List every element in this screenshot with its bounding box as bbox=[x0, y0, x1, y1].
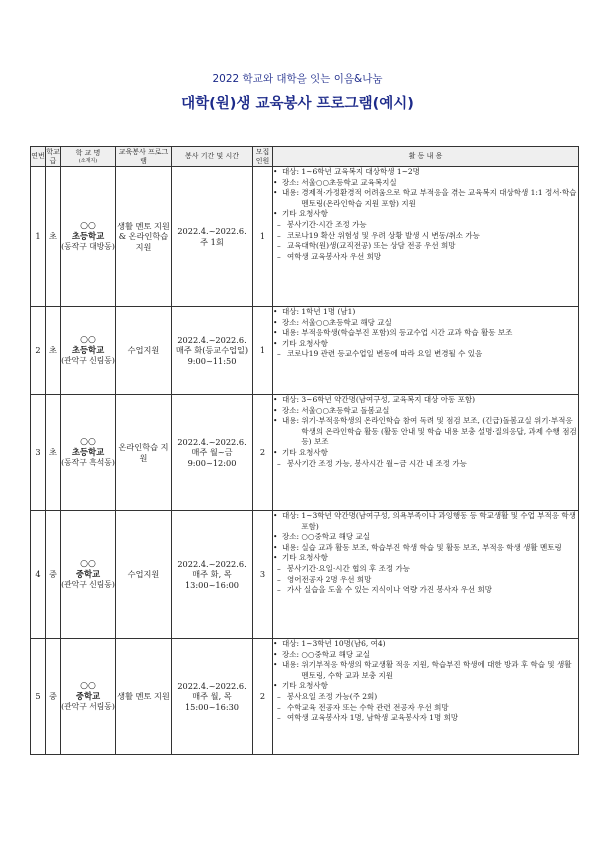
program-cell: 생활 멘토 지원 & 온라인학습 지원 bbox=[116, 167, 172, 307]
activity-body bbox=[282, 167, 578, 178]
period-cell bbox=[172, 511, 253, 639]
activity-text: 여학생 교육봉사자 우선 희망 bbox=[287, 251, 382, 261]
activity-bullet bbox=[273, 328, 578, 339]
activity-body bbox=[282, 307, 578, 318]
bullet-mark: • bbox=[273, 511, 278, 520]
row-number: 4 bbox=[31, 511, 46, 639]
bullet-mark: • bbox=[273, 649, 278, 659]
activity-label: 내용: bbox=[282, 660, 302, 670]
recruit-count: 2 bbox=[253, 395, 273, 511]
school-loc: (관악구 신림동) bbox=[61, 579, 115, 589]
activity-text: 봉사기간 조정 가능, 봉사시간 월~금 시간 내 조정 가능 bbox=[287, 458, 467, 468]
activity-bullet bbox=[273, 639, 578, 650]
activity-text: 교육대학(원)생(교직전공) 또는 상담 전공 우선 희망 bbox=[287, 241, 456, 251]
bullet-mark: • bbox=[273, 542, 278, 552]
activity-subitem bbox=[273, 564, 578, 575]
activity-subitem bbox=[273, 459, 578, 470]
activity-body bbox=[282, 532, 578, 543]
table-header-row bbox=[31, 147, 579, 167]
activity-label: 대상: bbox=[282, 639, 302, 648]
period-cell bbox=[172, 307, 253, 395]
bullet-mark: • bbox=[273, 395, 278, 404]
bullet-mark: • bbox=[273, 416, 278, 426]
activity-text: 코로나19 관련 등교수업일 변동에 따라 요일 변경될 수 있음 bbox=[287, 349, 483, 359]
activity-bullet bbox=[273, 188, 578, 209]
dash-mark: – bbox=[277, 691, 281, 701]
dash-mark: – bbox=[277, 349, 281, 359]
period-dates: 2022.4.~2022.6. bbox=[177, 226, 247, 236]
period-time: 매주 월~금 9:00~12:00 bbox=[187, 447, 237, 468]
activity-label: 장소: bbox=[282, 649, 302, 659]
activity-text: 1~3학년 10명(남6, 여4) bbox=[301, 639, 386, 648]
school-mark: ○○ bbox=[80, 680, 96, 691]
activity-body bbox=[282, 328, 578, 339]
activity-bullet bbox=[273, 448, 578, 459]
period-cell bbox=[172, 167, 253, 307]
activity-bullet bbox=[273, 318, 578, 329]
activity-bullet bbox=[273, 209, 578, 220]
school-cell bbox=[61, 395, 116, 511]
dash-mark: – bbox=[277, 251, 281, 261]
header-school bbox=[61, 147, 116, 167]
activity-text: 기타 요청사항 bbox=[282, 338, 328, 348]
activity-label: 대상: bbox=[282, 167, 302, 176]
bullet-mark: • bbox=[273, 553, 278, 563]
recruit-count: 1 bbox=[253, 307, 273, 395]
activity-subitem bbox=[273, 220, 578, 231]
activity-text: ○○중학교 해당 교실 bbox=[301, 532, 370, 542]
activity-label: 대상: bbox=[282, 395, 302, 404]
activity-body bbox=[282, 318, 578, 329]
school-cell bbox=[61, 307, 116, 395]
program-cell: 수업지원 bbox=[116, 307, 172, 395]
activity-text: 서울○○초등학교 해당 교실 bbox=[301, 317, 392, 327]
school-loc: (관악구 서림동) bbox=[61, 701, 115, 711]
school-loc: (동작구 흑석동) bbox=[61, 457, 115, 467]
table-row bbox=[31, 307, 579, 395]
activity-bullet bbox=[273, 650, 578, 661]
activity-text: 1학년 1명 (남1) bbox=[301, 307, 356, 316]
school-level: 초 bbox=[46, 307, 61, 395]
activity-text: 서울○○초등학교 돌봄교실 bbox=[301, 405, 390, 415]
bullet-mark: • bbox=[273, 328, 278, 338]
program-table bbox=[30, 146, 579, 755]
activity-text: 위기·부적응학생의 온라인학습 참여 독려 및 점검 보조, (긴급)돌봄교실 위기·부적응학생의 온라인학습 활동 (활동 안내 및 학습 내용 보충 설명·질의응답, 과제 수행 점검 등) 보조 bbox=[301, 416, 577, 447]
activity-text: 1~3학년 약간명(남여구성, 의욕부족이나 과잉행동 등 학교생활 및 수업 부적응 학생 포함) bbox=[301, 511, 576, 531]
recruit-count: 3 bbox=[253, 511, 273, 639]
recruit-count: 2 bbox=[253, 639, 273, 755]
activity-body bbox=[282, 416, 578, 448]
activity-body bbox=[282, 406, 578, 417]
row-number: 2 bbox=[31, 307, 46, 395]
activity-text: 부적응학생(학습부진 포함)의 등교수업 시간 교과 학습 활동 보조 bbox=[301, 328, 513, 338]
school-level: 초 bbox=[46, 395, 61, 511]
activity-text: 수학교육 전공자 또는 수학 관련 전공자 우선 희망 bbox=[287, 702, 449, 712]
activity-text: 서울○○초등학교 교육복지실 bbox=[301, 177, 397, 187]
activity-text: 봉사요일 조정 가능(주 2회) bbox=[287, 691, 378, 701]
activity-text: 1~6학년 교육복지 대상학생 1~2명 bbox=[301, 167, 420, 176]
table-body bbox=[31, 167, 579, 755]
period-time: 매주 화(등교수업일) 9:00~11:50 bbox=[175, 345, 249, 366]
activity-bullet bbox=[273, 395, 578, 406]
activity-text: 여학생 교육봉사자 1명, 남학생 교육봉사자 1명 희망 bbox=[287, 713, 459, 723]
period-dates: 2022.4.~2022.6. bbox=[177, 680, 247, 691]
activity-body bbox=[282, 543, 578, 554]
table-row bbox=[31, 167, 579, 307]
document-subtitle: 2022 학교와 대학을 잇는 이음&나눔 bbox=[212, 73, 383, 85]
bullet-mark: • bbox=[273, 405, 278, 415]
activity-text: 3~6학년 약간명(남여구성, 교육복지 대상 아동 포함) bbox=[301, 395, 476, 404]
header-activity: 활 동 내 용 bbox=[273, 147, 579, 167]
activity-subitem bbox=[273, 231, 578, 242]
activity-cell bbox=[273, 511, 579, 639]
header-recruit: 모집 인원 bbox=[253, 147, 273, 167]
activity-body bbox=[282, 650, 578, 661]
dash-mark: – bbox=[277, 702, 281, 712]
activity-body bbox=[282, 178, 578, 189]
school-name: 중학교 bbox=[75, 691, 101, 702]
activity-cell bbox=[273, 639, 579, 755]
activity-subitem bbox=[273, 252, 578, 263]
table-row bbox=[31, 639, 579, 755]
header-school-note: (소재지) bbox=[78, 158, 98, 164]
activity-bullet bbox=[273, 553, 578, 564]
school-mark: ○○ bbox=[80, 334, 96, 345]
school-mark: ○○ bbox=[80, 220, 96, 231]
activity-bullet bbox=[273, 543, 578, 554]
period-time: 주 1회 bbox=[200, 236, 224, 247]
bullet-mark: • bbox=[273, 532, 278, 542]
activity-body bbox=[282, 639, 578, 650]
activity-subitem bbox=[273, 713, 578, 724]
activity-text: 영어전공자 2명 우선 희망 bbox=[287, 574, 372, 584]
row-number: 3 bbox=[31, 395, 46, 511]
dash-mark: – bbox=[277, 241, 281, 251]
activity-bullet bbox=[273, 307, 578, 318]
bullet-mark: • bbox=[273, 660, 278, 670]
header-level: 학교급 bbox=[46, 147, 60, 165]
dash-mark: – bbox=[277, 713, 281, 723]
activity-text: ○○중학교 해당 교실 bbox=[301, 649, 370, 659]
activity-cell bbox=[273, 167, 579, 307]
school-mark: ○○ bbox=[80, 436, 96, 447]
activity-label: 내용: bbox=[282, 416, 302, 426]
dash-mark: – bbox=[277, 219, 281, 229]
activity-text: 가사 실습을 도울 수 있는 지식이나 역량 가진 봉사자 우선 희망 bbox=[287, 585, 492, 595]
school-name: 초등학교 bbox=[71, 447, 105, 458]
activity-bullet bbox=[273, 406, 578, 417]
school-cell bbox=[61, 639, 116, 755]
period-cell bbox=[172, 395, 253, 511]
activity-bullet bbox=[273, 416, 578, 448]
activity-bullet bbox=[273, 178, 578, 189]
activity-label: 장소: bbox=[282, 317, 302, 327]
activity-text: 기타 요청사항 bbox=[282, 553, 328, 563]
bullet-mark: • bbox=[273, 177, 278, 187]
program-cell: 생활 멘토 지원 bbox=[116, 639, 172, 755]
activity-cell bbox=[273, 395, 579, 511]
period-dates: 2022.4.~2022.6. bbox=[177, 558, 247, 569]
activity-subitem bbox=[273, 349, 578, 360]
school-cell bbox=[61, 167, 116, 307]
activity-body bbox=[282, 511, 578, 532]
activity-bullet bbox=[273, 511, 578, 532]
school-level: 중 bbox=[46, 639, 61, 755]
period-time: 매주 화, 목 13:00~16:00 bbox=[184, 569, 240, 590]
activity-text: 기타 요청사항 bbox=[282, 447, 328, 457]
activity-text: 코로나19 확산 위험성 및 우려 상황 발생 시 변동/취소 가능 bbox=[287, 230, 480, 240]
school-name: 초등학교 bbox=[71, 231, 105, 242]
bullet-mark: • bbox=[273, 639, 278, 648]
table-row bbox=[31, 511, 579, 639]
bullet-mark: • bbox=[273, 167, 278, 176]
school-name: 중학교 bbox=[75, 569, 101, 580]
school-cell bbox=[61, 511, 116, 639]
dash-mark: – bbox=[277, 574, 281, 584]
activity-label: 장소: bbox=[282, 177, 302, 187]
document-title: 대학(원)생 교육봉사 프로그램(예시) bbox=[181, 96, 414, 112]
activity-label: 내용: bbox=[282, 188, 302, 198]
bullet-mark: • bbox=[273, 307, 278, 316]
dash-mark: – bbox=[277, 230, 281, 240]
program-cell: 온라인학습 지원 bbox=[116, 395, 172, 511]
bullet-mark: • bbox=[273, 317, 278, 327]
period-time: 매주 월, 목 15:00~16:30 bbox=[184, 691, 240, 712]
activity-subitem bbox=[273, 585, 578, 596]
period-cell bbox=[172, 639, 253, 755]
activity-subitem bbox=[273, 575, 578, 586]
activity-subitem bbox=[273, 241, 578, 252]
row-number: 1 bbox=[31, 167, 46, 307]
activity-text: 경제적·가정환경적 어려움으로 학교 부적응을 겪는 교육복지 대상학생 1:1 정서·학습 멘토링(온라인학습 지원 포함) 지원 bbox=[301, 188, 577, 208]
activity-text: 기타 요청사항 bbox=[282, 209, 328, 219]
header-no: 연번 bbox=[31, 147, 46, 167]
header-school-label: 학 교 명 bbox=[75, 149, 101, 157]
dash-mark: – bbox=[277, 585, 281, 595]
activity-text: 봉사기간·시간 조정 가능 bbox=[287, 219, 367, 229]
activity-subitem bbox=[273, 703, 578, 714]
activity-bullet bbox=[273, 660, 578, 681]
bullet-mark: • bbox=[273, 681, 278, 691]
dash-mark: – bbox=[277, 563, 281, 573]
activity-bullet bbox=[273, 532, 578, 543]
school-level: 중 bbox=[46, 511, 61, 639]
activity-label: 장소: bbox=[282, 532, 302, 542]
activity-label: 내용: bbox=[282, 542, 302, 552]
activity-body bbox=[282, 660, 578, 681]
header-period: 봉사 기간 및 시간 bbox=[172, 147, 253, 167]
school-level: 초 bbox=[46, 167, 61, 307]
school-loc: (동작구 대방동) bbox=[61, 241, 115, 251]
row-number: 5 bbox=[31, 639, 46, 755]
school-loc: (관악구 신림동) bbox=[61, 355, 115, 365]
activity-cell bbox=[273, 307, 579, 395]
activity-bullet bbox=[273, 339, 578, 350]
recruit-count: 1 bbox=[253, 167, 273, 307]
header-program: 교육봉사 프로그램 bbox=[116, 147, 172, 167]
activity-body bbox=[282, 395, 578, 406]
bullet-mark: • bbox=[273, 447, 278, 457]
activity-text: 실습 교과 활동 보조, 학습부진 학생 학습 및 활동 보조, 부적응 학생 생활 멘토링 bbox=[301, 542, 562, 552]
period-dates: 2022.4.~2022.6. bbox=[177, 334, 247, 345]
activity-label: 장소: bbox=[282, 405, 302, 415]
activity-label: 대상: bbox=[282, 307, 302, 316]
activity-bullet bbox=[273, 167, 578, 178]
period-dates: 2022.4.~2022.6. bbox=[177, 436, 247, 447]
bullet-mark: • bbox=[273, 338, 278, 348]
activity-text: 봉사기간·요일·시간 협의 후 조정 가능 bbox=[287, 563, 410, 573]
bullet-mark: • bbox=[273, 188, 278, 198]
activity-bullet bbox=[273, 681, 578, 692]
activity-label: 대상: bbox=[282, 511, 302, 520]
activity-text: 위기부적응 학생의 학교생활 적응 지원, 학습부진 학생에 대한 방과 후 학습 및 생활 멘토링, 수학 교과 보충 지원 bbox=[301, 660, 572, 680]
school-name: 초등학교 bbox=[71, 345, 105, 356]
table-row bbox=[31, 395, 579, 511]
activity-text: 기타 요청사항 bbox=[282, 681, 328, 691]
activity-label: 내용: bbox=[282, 328, 302, 338]
bullet-mark: • bbox=[273, 209, 278, 219]
school-mark: ○○ bbox=[80, 558, 96, 569]
activity-subitem bbox=[273, 692, 578, 703]
dash-mark: – bbox=[277, 458, 281, 468]
program-cell: 수업지원 bbox=[116, 511, 172, 639]
activity-body bbox=[282, 188, 578, 209]
